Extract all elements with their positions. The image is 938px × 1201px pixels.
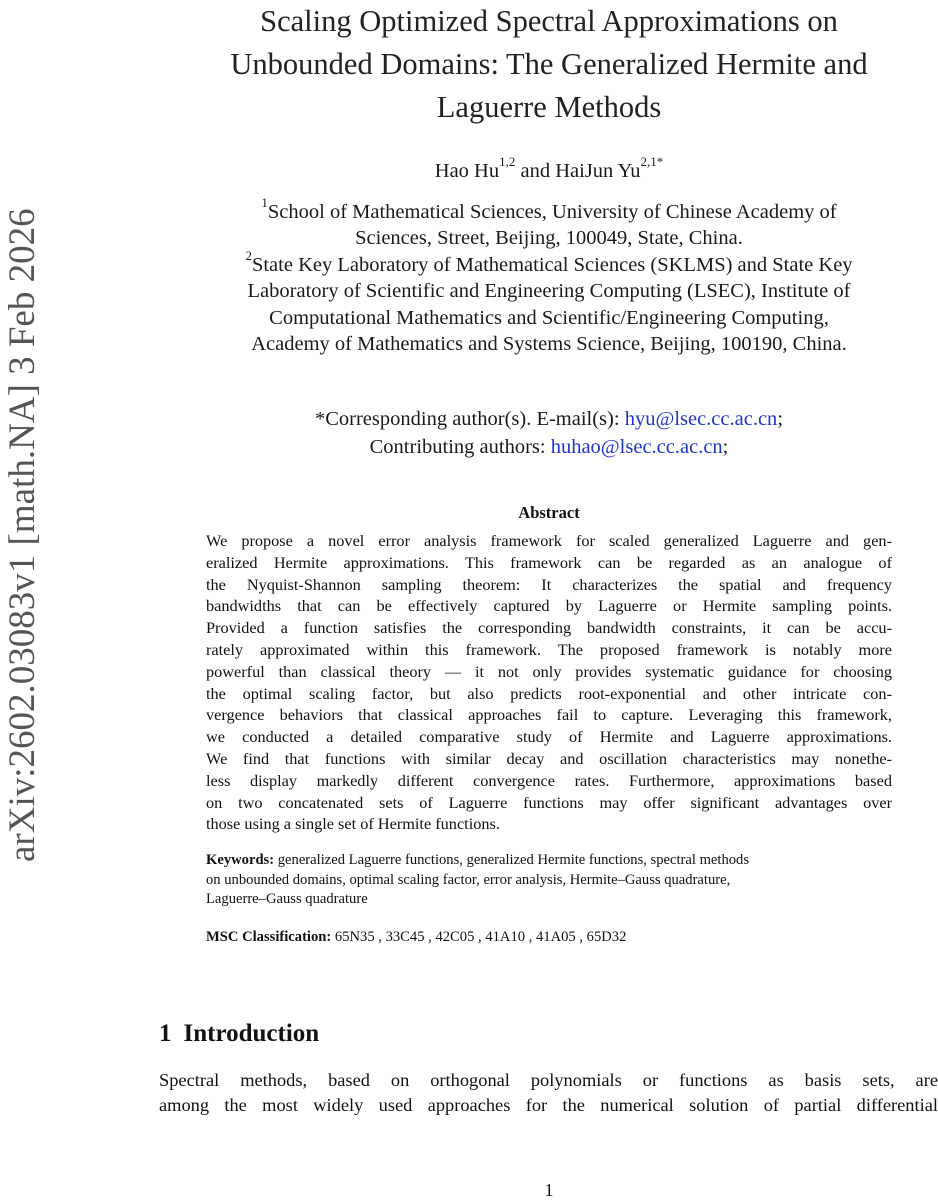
section-heading	[159, 1017, 919, 1051]
contributing-label: Contributing authors:	[369, 436, 551, 458]
keywords-line: Laguerre–Gauss quadrature	[206, 891, 368, 908]
author-connector: and	[515, 160, 556, 182]
page-number: 1	[544, 1180, 554, 1200]
intro-line: Spectral methods, based on orthogonal polynomials or functions as basis sets, are	[159, 1070, 938, 1090]
intro-paragraph	[159, 1068, 938, 1117]
abstract-line: powerful than classical theory — it not only provides systematic guidance for choosing	[206, 661, 892, 681]
section-number: 1	[159, 1020, 172, 1047]
abstract-line: the Nyquist-Shannon sampling theorem: It characterizes the spatial and frequency	[206, 574, 892, 594]
affiliation-line: Sciences, Street, Beijing, 100049, State, China.	[355, 227, 743, 250]
correspondence	[180, 405, 918, 461]
author-affiliation-marker: 1,2	[499, 154, 516, 170]
affiliation-line: Academy of Mathematics and Systems Science, Beijing, 100190, China.	[251, 333, 847, 356]
title-line: Unbounded Domains: The Generalized Hermite and	[230, 47, 868, 81]
abstract-heading: Abstract	[518, 503, 580, 522]
paper-title	[180, 0, 918, 129]
corresponding-line	[180, 405, 918, 433]
affiliation-text: School of Mathematical Sciences, University of Chinese Academy of	[267, 201, 837, 223]
separator: ;	[777, 408, 784, 430]
affiliation-text: State Key Laboratory of Mathematical Sciences (SKLMS) and State Key	[251, 253, 853, 276]
affiliation-marker: 2	[245, 247, 252, 263]
affiliation-line: Computational Mathematics and Scientific/Engineering Computing,	[269, 306, 829, 329]
keywords-label: Keywords:	[206, 852, 275, 868]
intro-line: among the most widely used approaches for the numerical solution of partial differential	[159, 1094, 938, 1115]
abstract-line: on two concatenated sets of Laguerre functions may offer significant advantages over	[206, 792, 892, 812]
abstract-line: Provided a function satisfies the corresponding bandwidth constraints, it can be accu-	[206, 618, 892, 638]
abstract-line: eralized Hermite approximations. This framework can be regarded as an analogue of	[206, 552, 892, 572]
abstract-line: those using a single set of Hermite functions.	[206, 814, 500, 834]
keywords	[206, 851, 892, 910]
author-name: HaiJun Yu	[555, 160, 641, 182]
msc-label: MSC Classification:	[206, 929, 332, 945]
msc-classification	[206, 927, 892, 947]
corresponding-label: *Corresponding author(s). E-mail(s):	[314, 408, 625, 430]
arxiv-identifier: arXiv:2602.03083v1 [math.NA] 3 Feb 2026	[2, 208, 43, 862]
abstract-line: We find that functions with similar decay and oscillation characteristics may nonethe-	[206, 748, 892, 768]
email-link[interactable]: huhao@lsec.cc.ac.cn	[550, 436, 723, 458]
title-line: Scaling Optimized Spectral Approximations on	[260, 4, 838, 38]
affiliation-marker: 1	[261, 195, 268, 211]
section-title: Introduction	[183, 1020, 320, 1047]
contributing-line	[180, 433, 918, 461]
affiliation-line: Laboratory of Scientific and Engineering Computing (LSEC), Institute of	[247, 280, 851, 303]
keywords-text: generalized Laguerre functions, generalized Hermite functions, spectral methods	[274, 852, 750, 868]
separator: ;	[722, 436, 729, 458]
keywords-line	[206, 851, 892, 871]
msc-codes: 65N35 , 33C45 , 42C05 , 41A10 , 41A05 , 65D32	[331, 929, 627, 945]
abstract-line: We propose a novel error analysis framework for scaled generalized Laguerre and gen-	[206, 531, 892, 550]
title-line: Laguerre Methods	[436, 90, 662, 124]
abstract-line: vergence behaviors that classical approaches fail to capture. Leveraging this framework,	[206, 705, 892, 725]
author-list	[180, 156, 918, 186]
abstract-line: less display markedly different convergence rates. Furthermore, approximations based	[206, 770, 892, 790]
abstract-body	[206, 530, 892, 835]
abstract-line: we conducted a detailed comparative study of Hermite and Laguerre approximations.	[206, 727, 892, 747]
abstract-line: rately approximated within this framework. The proposed framework is notably more	[206, 639, 892, 659]
keywords-line: on unbounded domains, optimal scaling factor, error analysis, Hermite–Gauss quadrature,	[206, 871, 731, 888]
affiliations	[180, 195, 918, 357]
email-link[interactable]: hyu@lsec.cc.ac.cn	[624, 408, 778, 430]
affiliation-line	[180, 247, 918, 278]
author-affiliation-marker: 2,1*	[640, 154, 664, 170]
author-name: Hao Hu	[434, 160, 500, 182]
abstract-line: the optimal scaling factor, but also predicts root-exponential and other intricate con-	[206, 683, 892, 703]
abstract-line: bandwidths that can be effectively captured by Laguerre or Hermite sampling points.	[206, 596, 892, 616]
affiliation-line	[180, 195, 918, 225]
